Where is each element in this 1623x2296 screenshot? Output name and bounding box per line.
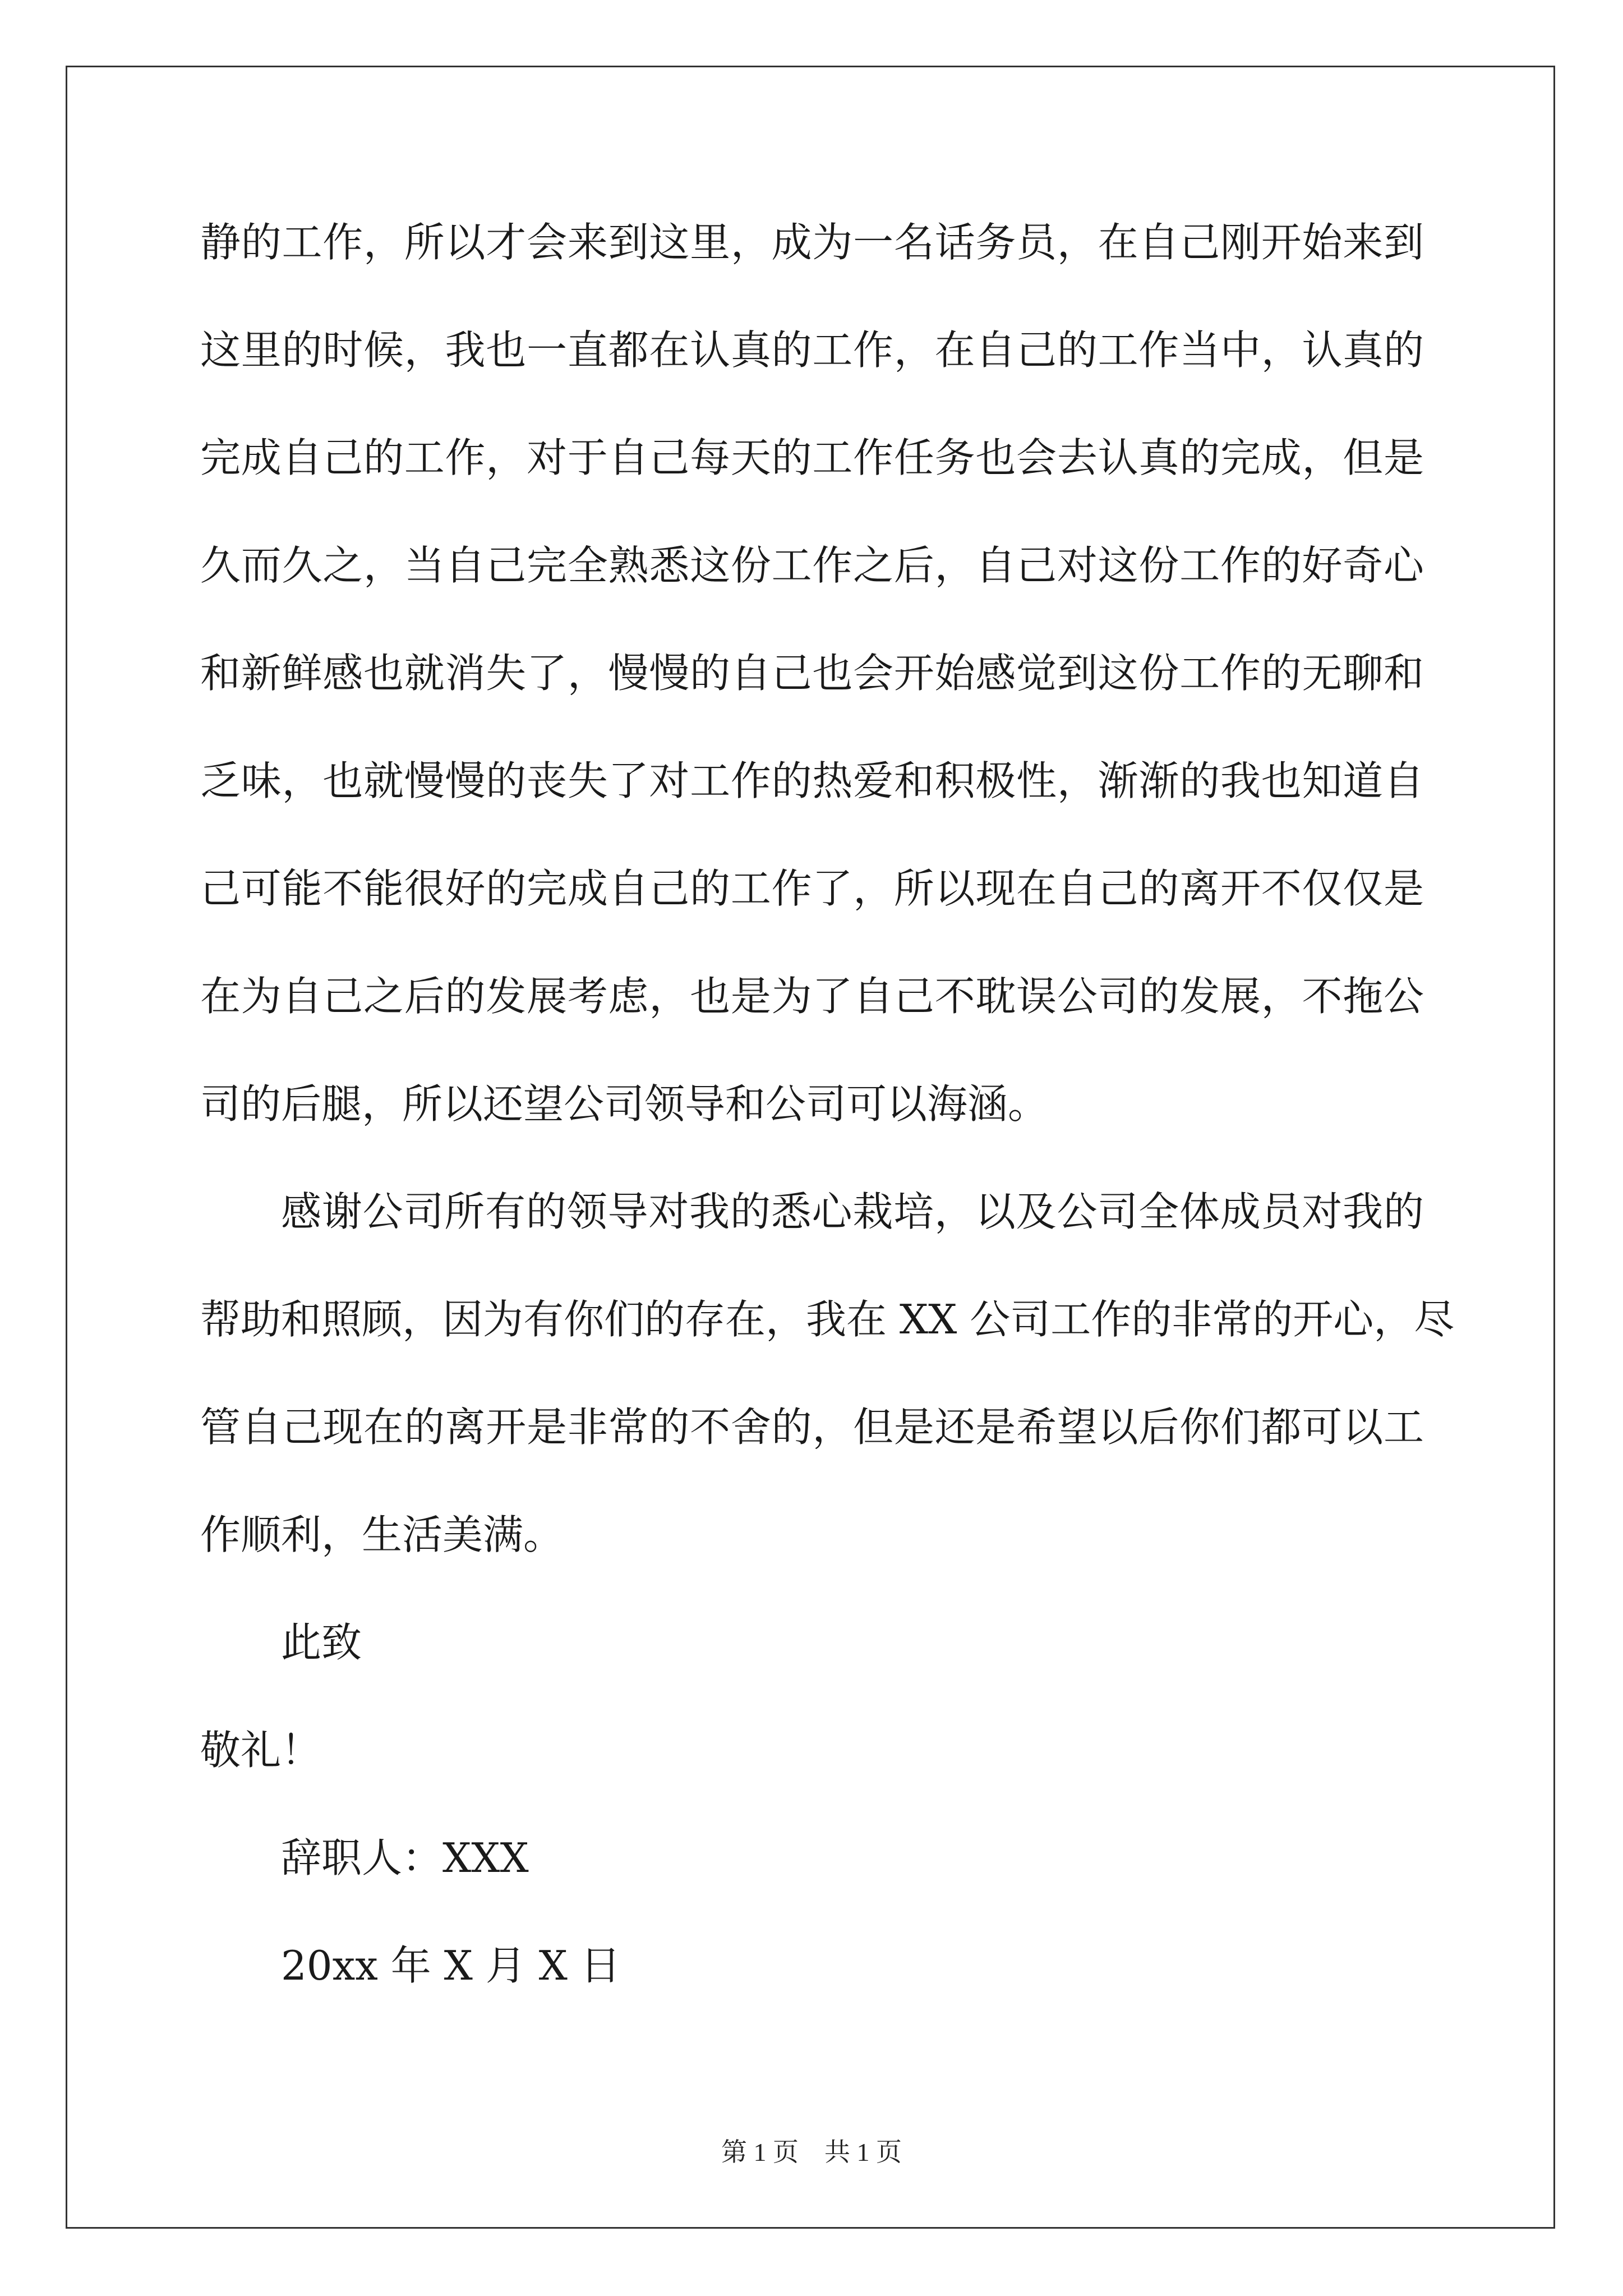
text-line: 感谢公司所有的领导对我的悉心栽培，以及公司全体成员对我的 [281, 1188, 1424, 1235]
paragraph-1 [200, 215, 1424, 1131]
text-line: 作顺利，生活美满。 [200, 1511, 564, 1558]
text-line: 管自己现在的离开是非常的不舍的，但是还是希望以后你们都可以工 [200, 1404, 1424, 1451]
closing: 此致 [281, 1619, 362, 1666]
text-line: 在为自己之后的发展考虑，也是为了自己不耽误公司的发展，不拖公 [200, 973, 1424, 1020]
document-body [200, 215, 1455, 2046]
text-line: 司的后腿，所以还望公司领导和公司可以海涵。 [200, 1080, 1049, 1128]
text-line: 完成自己的工作，对于自己每天的工作任务也会去认真的完成，但是 [200, 434, 1424, 481]
text-line: 静的工作，所以才会来到这里，成为一名话务员，在自己刚开始来到 [200, 219, 1424, 266]
signature: 辞职人：XXX [281, 1834, 529, 1881]
paragraph-2 [200, 1185, 1455, 1562]
page-footer: 第 1 页 共 1 页 [721, 2138, 902, 2166]
text-line: 这里的时候，我也一直都在认真的工作，在自己的工作当中，认真的 [200, 326, 1424, 374]
text-line: 和新鲜感也就消失了，慢慢的自己也会开始感觉到这份工作的无聊和 [200, 650, 1424, 697]
text-line: 乏味，也就慢慢的丧失了对工作的热爱和积极性，渐渐的我也知道自 [200, 757, 1424, 804]
date: 20xx 年 X 月 X 日 [281, 1942, 621, 1989]
text-line: 己可能不能很好的完成自己的工作了，所以现在自己的离开不仅仅是 [200, 865, 1424, 912]
text-line: 久而久之，当自己完全熟悉这份工作之后，自己对这份工作的好奇心 [200, 542, 1424, 589]
salutation: 敬礼！ [200, 1727, 322, 1774]
text-line: 帮助和照顾，因为有你们的存在，我在 XX 公司工作的非常的开心，尽 [200, 1296, 1455, 1343]
